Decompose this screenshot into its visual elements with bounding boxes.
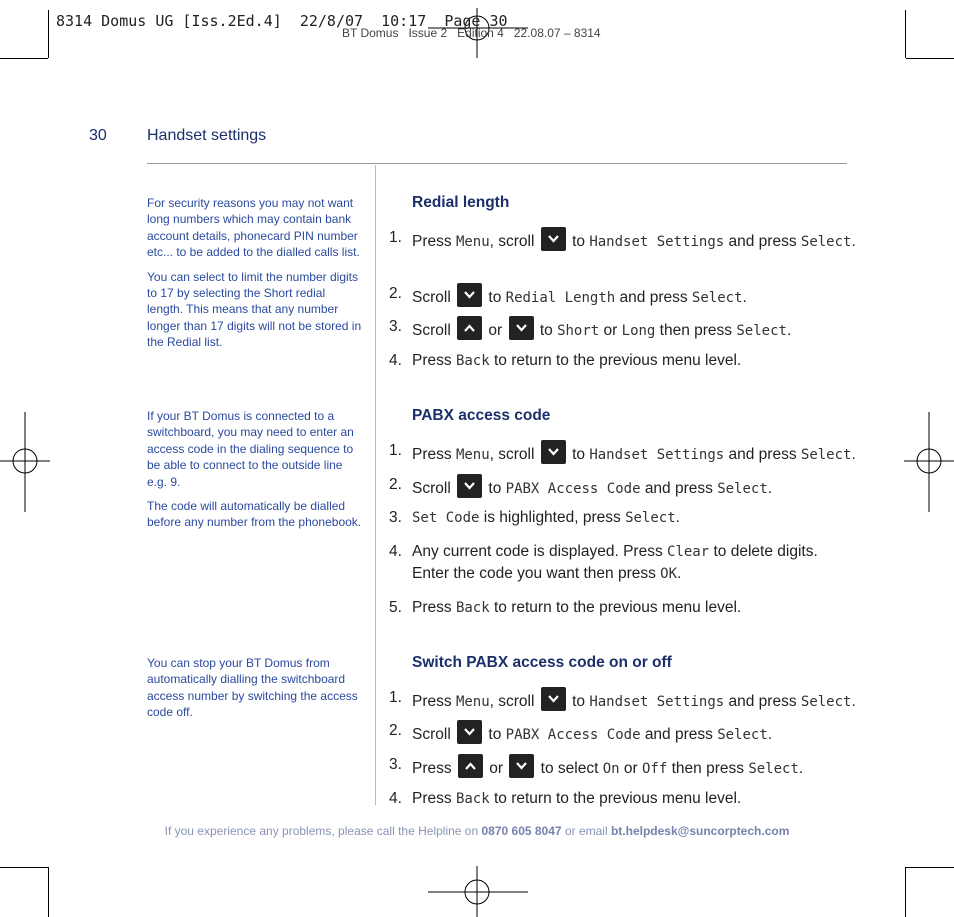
chevron-down-icon <box>463 480 476 492</box>
step: 1. Press Menu, scroll to Handset Settings and press Select. <box>389 229 856 250</box>
down-key <box>509 754 534 778</box>
sidebar-paragraph: You can select to limit the number digits to 17 by selecting the Short redial length. This means that any number longer than 17 digits will not be stored in the Redial list. <box>147 269 362 350</box>
sidebar-note-redial <box>147 195 362 359</box>
chevron-up-icon <box>464 760 477 772</box>
chevron-down-icon <box>463 726 476 738</box>
print-slug: 8314 Domus UG [Iss.2Ed.4] 22/8/07 10:17 Page 30 <box>56 12 508 30</box>
page-title: Handset settings <box>147 127 267 144</box>
helpdesk-email: bt.helpdesk@suncorptech.com <box>610 824 790 838</box>
crop-mark <box>905 867 906 917</box>
section-heading: PABX access code <box>412 407 551 424</box>
step: 4. Press Back to return to the previous menu level. <box>389 352 742 369</box>
sidebar-note-pabx <box>147 408 362 539</box>
crop-mark <box>0 867 48 868</box>
section-heading: Redial length <box>412 194 510 211</box>
crop-mark <box>905 10 906 58</box>
step: 4. Any current code is displayed. Press Clear to delete digits. Enter the code you want then press OK. <box>389 543 818 582</box>
down-key <box>509 316 534 340</box>
step: 2. Scroll to PABX Access Code and press Select. <box>389 722 773 743</box>
header-rule <box>147 163 847 164</box>
chevron-down-icon <box>547 693 560 705</box>
step: 2. Scroll to Redial Length and press Select. <box>389 285 747 306</box>
step: 4. Press Back to return to the previous menu level. <box>389 790 742 807</box>
down-key <box>541 687 566 711</box>
down-key <box>457 474 482 498</box>
helpline-phone: 0870 605 8047 <box>481 824 562 838</box>
step: 2. Scroll to PABX Access Code and press Select. <box>389 476 773 497</box>
step: 3. Scroll or to Short or Long then press Select. <box>389 318 792 339</box>
chevron-down-icon <box>515 760 528 772</box>
chevron-down-icon <box>547 446 560 458</box>
chevron-up-icon <box>463 322 476 334</box>
chevron-down-icon <box>515 322 528 334</box>
crop-mark <box>0 58 48 59</box>
sidebar-note-switch <box>147 655 362 729</box>
section-heading: Switch PABX access code on or off <box>412 654 672 671</box>
column-divider <box>375 165 376 805</box>
down-key <box>457 283 482 307</box>
down-key <box>541 227 566 251</box>
up-key <box>457 316 482 340</box>
registration-mark <box>0 412 50 512</box>
footer-helpline: If you experience any problems, please call the Helpline on 0870 605 8047 or email bt.helpdesk@suncorptech.com <box>164 824 790 838</box>
registration-mark <box>904 412 954 512</box>
step: 3. Set Code is highlighted, press Select. <box>389 509 680 526</box>
step: 1. Press Menu, scroll to Handset Settings and press Select. <box>389 689 856 710</box>
sidebar-paragraph: For security reasons you may not want long numbers which may contain bank account details, phonecard PIN number etc... to be added to the dialled calls list. <box>147 196 360 260</box>
crop-mark <box>48 867 49 917</box>
sidebar-paragraph: The code will automatically be dialled before any number from the phonebook. <box>147 499 362 530</box>
chevron-down-icon <box>547 233 560 245</box>
crop-mark <box>48 10 49 58</box>
down-key <box>541 440 566 464</box>
chevron-down-icon <box>463 289 476 301</box>
crop-mark <box>906 867 954 868</box>
sidebar-paragraph: You can stop your BT Domus from automatically dialling the switchboard access number by switching the access code off. <box>147 656 358 720</box>
step: 5. Press Back to return to the previous menu level. <box>389 599 742 616</box>
up-key <box>458 754 483 778</box>
sidebar-paragraph: If your BT Domus is connected to a switchboard, you may need to enter an access code in the dialing sequence to be able to connect to the outside line e.g. 9. <box>147 409 354 489</box>
crop-mark <box>906 58 954 59</box>
registration-mark <box>428 866 528 917</box>
step: 3. Press or to select On or Off then press Select. <box>389 756 804 777</box>
step: 1. Press Menu, scroll to Handset Settings and press Select. <box>389 442 856 463</box>
page-number: 30 <box>89 127 107 144</box>
down-key <box>457 720 482 744</box>
print-slug-secondary: BT Domus Issue 2 Edition 4 22.08.07 – 8314 <box>342 26 601 40</box>
